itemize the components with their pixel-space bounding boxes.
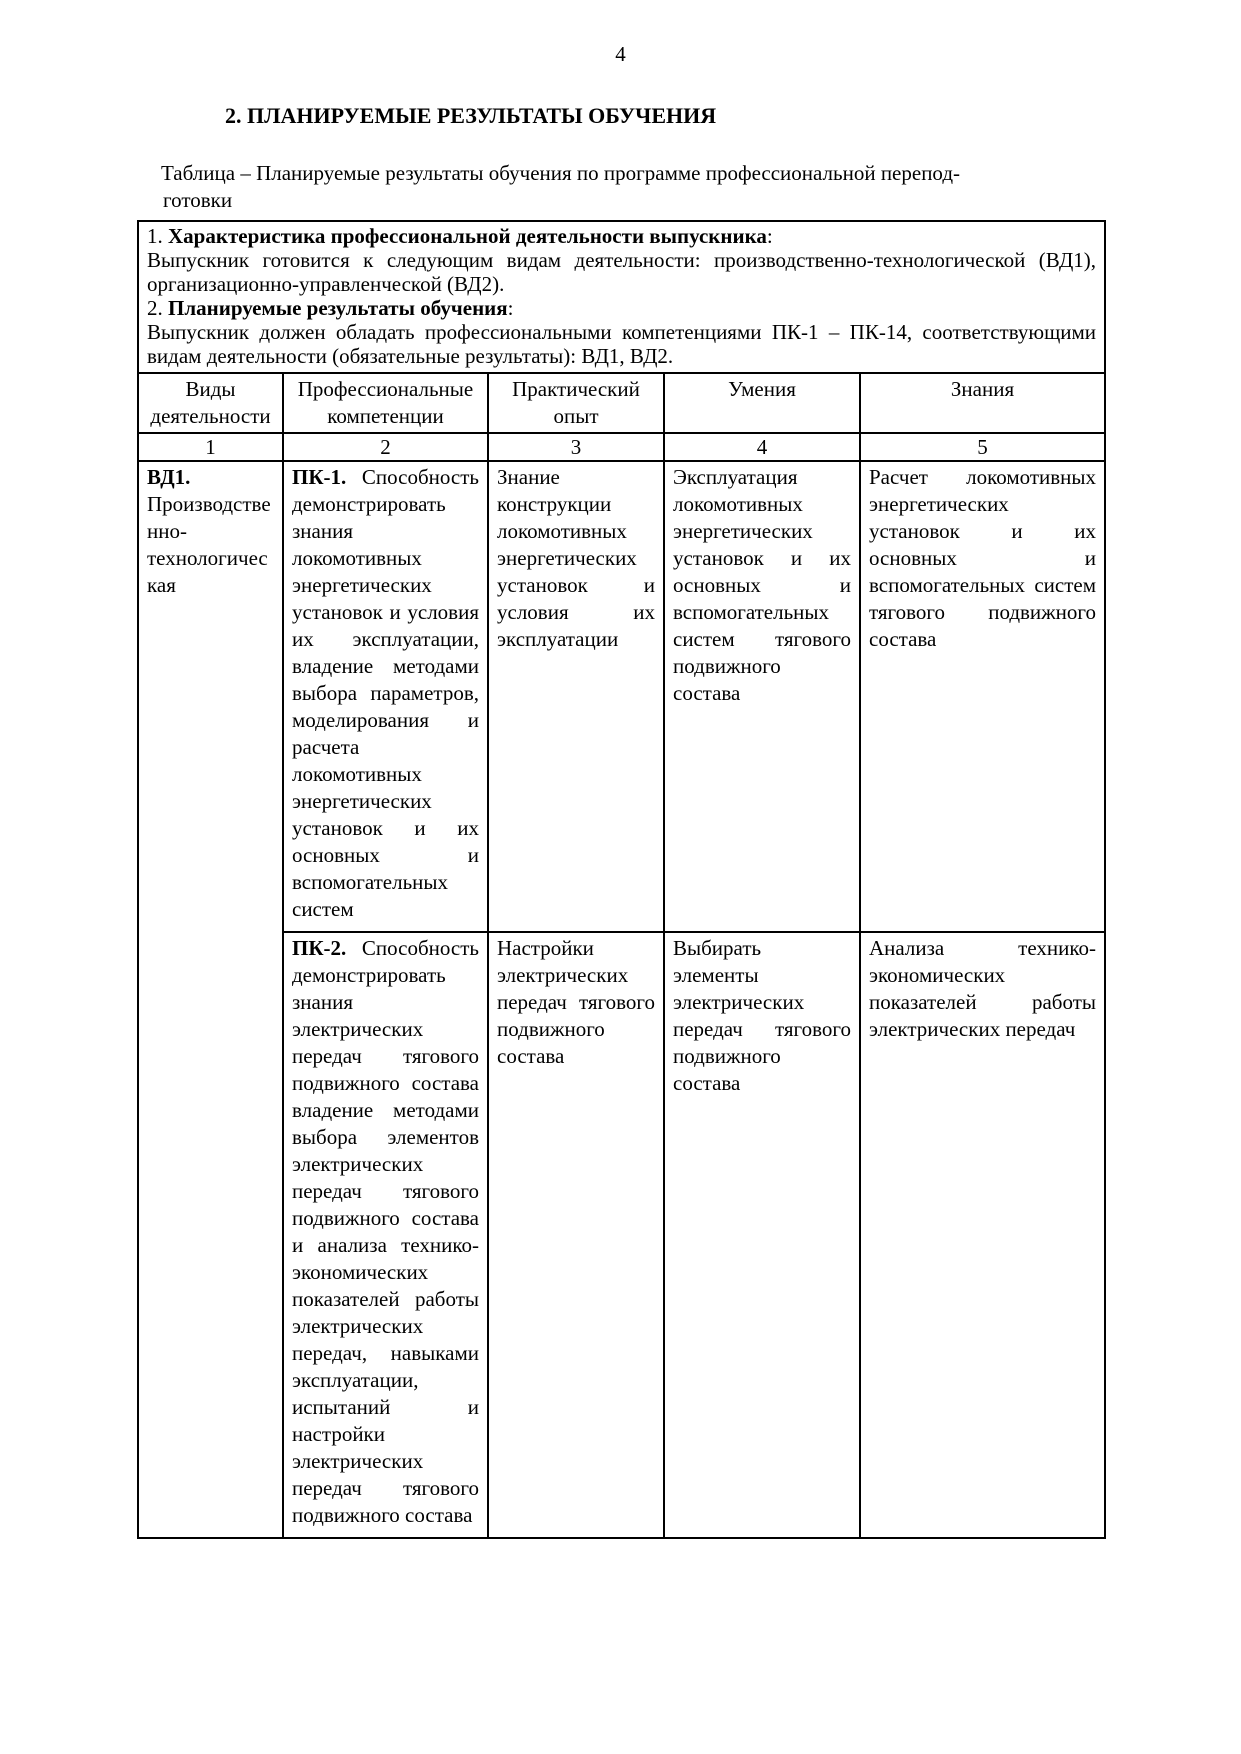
competence-text-pk1: Способность демонстрировать знания локомотивных энергетических установок и условия их эксплуатации, владение методами выбора параметров, моделирования и расчета локомотивных энергетических установок и их основных и вспомогательных систем xyxy=(292,465,479,921)
table-row-pk1 xyxy=(138,461,1105,932)
column-number-row xyxy=(138,433,1105,461)
knowledge-cell-pk1: Расчет локомотивных энергетических установок и их основных и вспомогательных систем тягового подвижного состава xyxy=(860,461,1105,932)
preamble-item2-bold: Планируемые результаты обучения xyxy=(168,296,508,320)
experience-cell-pk2: Настройки электрических передач тягового подвижного состава xyxy=(488,932,664,1538)
header-experience: Практический опыт xyxy=(488,373,664,433)
header-skills: Умения xyxy=(664,373,860,433)
competence-cell-pk1 xyxy=(283,461,488,932)
header-activity: Виды деятельности xyxy=(138,373,283,433)
preamble-item2-number: 2. xyxy=(147,296,168,320)
column-number-1: 1 xyxy=(138,433,283,461)
preamble-item1-colon: : xyxy=(766,224,773,248)
preamble-item1-number: 1. xyxy=(147,224,168,248)
preamble-item2-colon: : xyxy=(507,296,514,320)
preamble-item1-title xyxy=(147,224,1096,248)
activity-label: ВД1. xyxy=(147,465,191,489)
column-number-4: 4 xyxy=(664,433,860,461)
skills-cell-pk2: Выбирать элементы электрических передач тягового подвижного состава xyxy=(664,932,860,1538)
preamble-item1-bold: Характеристика профессиональной деятельности выпускника xyxy=(168,224,767,248)
table-caption-line1: Таблица – Планируемые результаты обучения по программе профессиональной перепод- xyxy=(161,161,961,185)
activity-text: Производственно-технологическая xyxy=(147,492,271,597)
page-number: 4 xyxy=(615,42,626,66)
preamble-item1-text: Выпускник готовится к следующим видам деятельности: производственно-технологической (ВД1), организационно-управленческой (ВД2). xyxy=(147,248,1097,296)
column-number-3: 3 xyxy=(488,433,664,461)
preamble-item2-text: Выпускник должен обладать профессиональными компетенциями ПК-1 – ПК-14, соответствующими видам деятельности (обязательные результаты): ВД1, ВД2. xyxy=(147,320,1097,368)
header-competences: Профессиональные компетенции xyxy=(283,373,488,433)
column-number-5: 5 xyxy=(860,433,1105,461)
table-caption xyxy=(137,160,1104,214)
preamble-row xyxy=(138,221,1105,373)
competence-label-pk2: ПК-2. xyxy=(292,936,347,960)
header-row xyxy=(138,373,1105,433)
table-caption-line2: готовки xyxy=(163,188,233,212)
section-heading: 2. ПЛАНИРУЕМЫЕ РЕЗУЛЬТАТЫ ОБУЧЕНИЯ xyxy=(225,103,717,128)
competence-cell-pk2 xyxy=(283,932,488,1538)
preamble-item2-title xyxy=(147,296,1096,320)
planned-results-table xyxy=(137,220,1106,1539)
header-knowledge: Знания xyxy=(860,373,1105,433)
knowledge-cell-pk2: Анализа технико-экономических показателей работы электрических передач xyxy=(860,932,1105,1538)
table-row-pk2 xyxy=(138,932,1105,1538)
preamble-cell xyxy=(138,221,1105,373)
competence-label-pk1: ПК-1. xyxy=(292,465,347,489)
competence-text-pk2: Способность демонстрировать знания электрических передач тягового подвижного состава владение методами выбора элементов электрических передач тягового подвижного состава и анализа технико-экономических показателей работы электрических передач, навыками эксплуатации, испытаний и настройки электрических передач тягового подвижного состава xyxy=(292,936,479,1527)
experience-cell-pk1: Знание конструкции локомотивных энергетических установок и условия их эксплуатации xyxy=(488,461,664,932)
column-number-2: 2 xyxy=(283,433,488,461)
skills-cell-pk1: Эксплуатация локомотивных энергетических установок и их основных и вспомогательных систем тягового подвижного состава xyxy=(664,461,860,932)
activity-cell xyxy=(138,461,283,1538)
